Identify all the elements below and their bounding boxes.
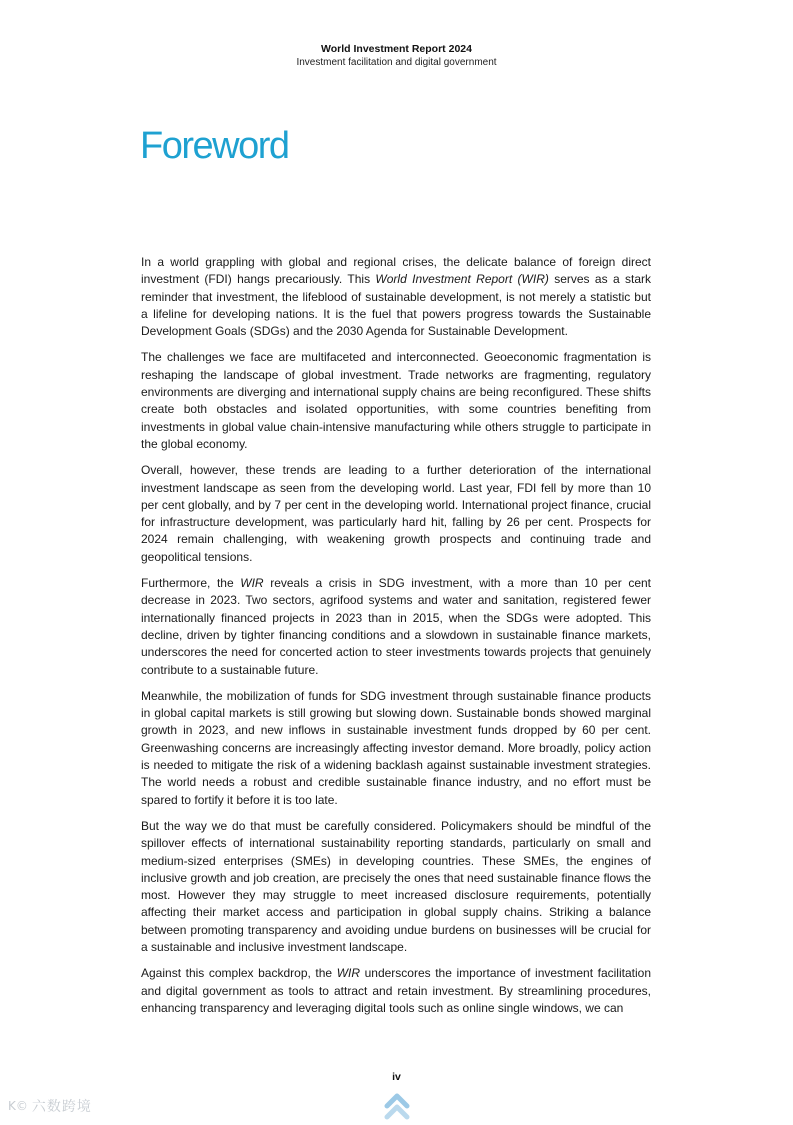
watermark-text: 六数跨境 [31, 1099, 92, 1115]
page-title: Foreword [140, 125, 289, 167]
paragraph: Furthermore, the WIR reveals a crisis in SDG investment, with a more than 10 per cent decrease in 2023. Two sectors, agrifood systems and water and sanitation, registered fewer internationally financed projects in 2023 than in 2015, when the SDGs were adopted. This decline, driven by tighter financing conditions and a slowdown in sustainable finance markets, underscores the need for concerted action to steer investments towards projects that genuinely contribute to a sustainable future. [141, 576, 652, 677]
paragraph: Meanwhile, the mobilization of funds for SDG investment through sustainable finance products in global capital markets is still growing but slowing down. Sustainable bonds showed marginal growth in 2023, and new inflows in sustainable investment funds dropped by 60 per cent. Greenwashing concerns are increasingly affecting investor demand. More broadly, policy action is needed to mitigate the risk of a widening backlash against sustainable investment strategies. The world needs a robust and credible sustainable finance industry, and no effort must be spared to fortify it before it is too late. [141, 688, 651, 807]
foreword-body [141, 254, 651, 1026]
running-header [0, 42, 793, 70]
paragraph: In a world grappling with global and regional crises, the delicate balance of foreign direct investment (FDI) hangs precariously. This World Investment Report (WIR) serves as a stark reminder that investment, the lifeblood of sustainable development, is not merely a statistic but a lifeline for developing nations. It is the fuel that powers progress towards the Sustainable Development Goals (SDGs) and the 2030 Agenda for Sustainable Development. [141, 255, 651, 339]
scroll-to-top-button[interactable] [384, 1092, 410, 1120]
chevron-up-icon [384, 1092, 410, 1120]
report-title: World Investment Report 2024 [321, 43, 472, 55]
report-subtitle: Investment facilitation and digital government [296, 57, 497, 68]
page-number: iv [392, 1071, 401, 1083]
paragraph: The challenges we face are multifaceted and interconnected. Geoeconomic fragmentation is reshaping the landscape of global investment. Trade networks are fragmenting, regulatory environments are diverging and international supply chains are being reconfigured. These shifts create both obstacles and isolated opportunities, with some countries benefiting from investments in global value chain-intensive manufacturing while others struggle to participate in the global economy. [141, 350, 651, 451]
paragraph: Overall, however, these trends are leading to a further deterioration of the international investment landscape as seen from the developing world. Last year, FDI fell by more than 10 per cent globally, and by 7 per cent in the developing world. International project finance, crucial for infrastructure development, was particularly hard hit, falling by 26 per cent. Prospects for 2024 remain challenging, with weakening growth prospects and continuing trade and geopolitical tensions. [141, 463, 651, 564]
watermark [8, 1096, 92, 1116]
watermark-logo-icon: K© [8, 1099, 28, 1113]
paragraph: But the way we do that must be carefully considered. Policymakers should be mindful of the spillover effects of international sustainability reporting standards, particularly on small and medium-sized enterprises (SMEs) in developing countries. These SMEs, the engines of inclusive growth and job creation, are precisely the ones that need sustainable finance flows the most. However they may struggle to meet increased disclosure requirements, potentially affecting their market access and participation in global supply chains. Striking a balance between promoting transparency and avoiding undue burdens on businesses will be crucial for a sustainable and inclusive investment landscape. [141, 818, 651, 954]
paragraph: Against this complex backdrop, the WIR underscores the importance of investment facilitation and digital government as tools to attract and retain investment. By streamlining procedures, enhancing transparency and leveraging digital tools such as online single windows, we can [141, 966, 651, 1015]
